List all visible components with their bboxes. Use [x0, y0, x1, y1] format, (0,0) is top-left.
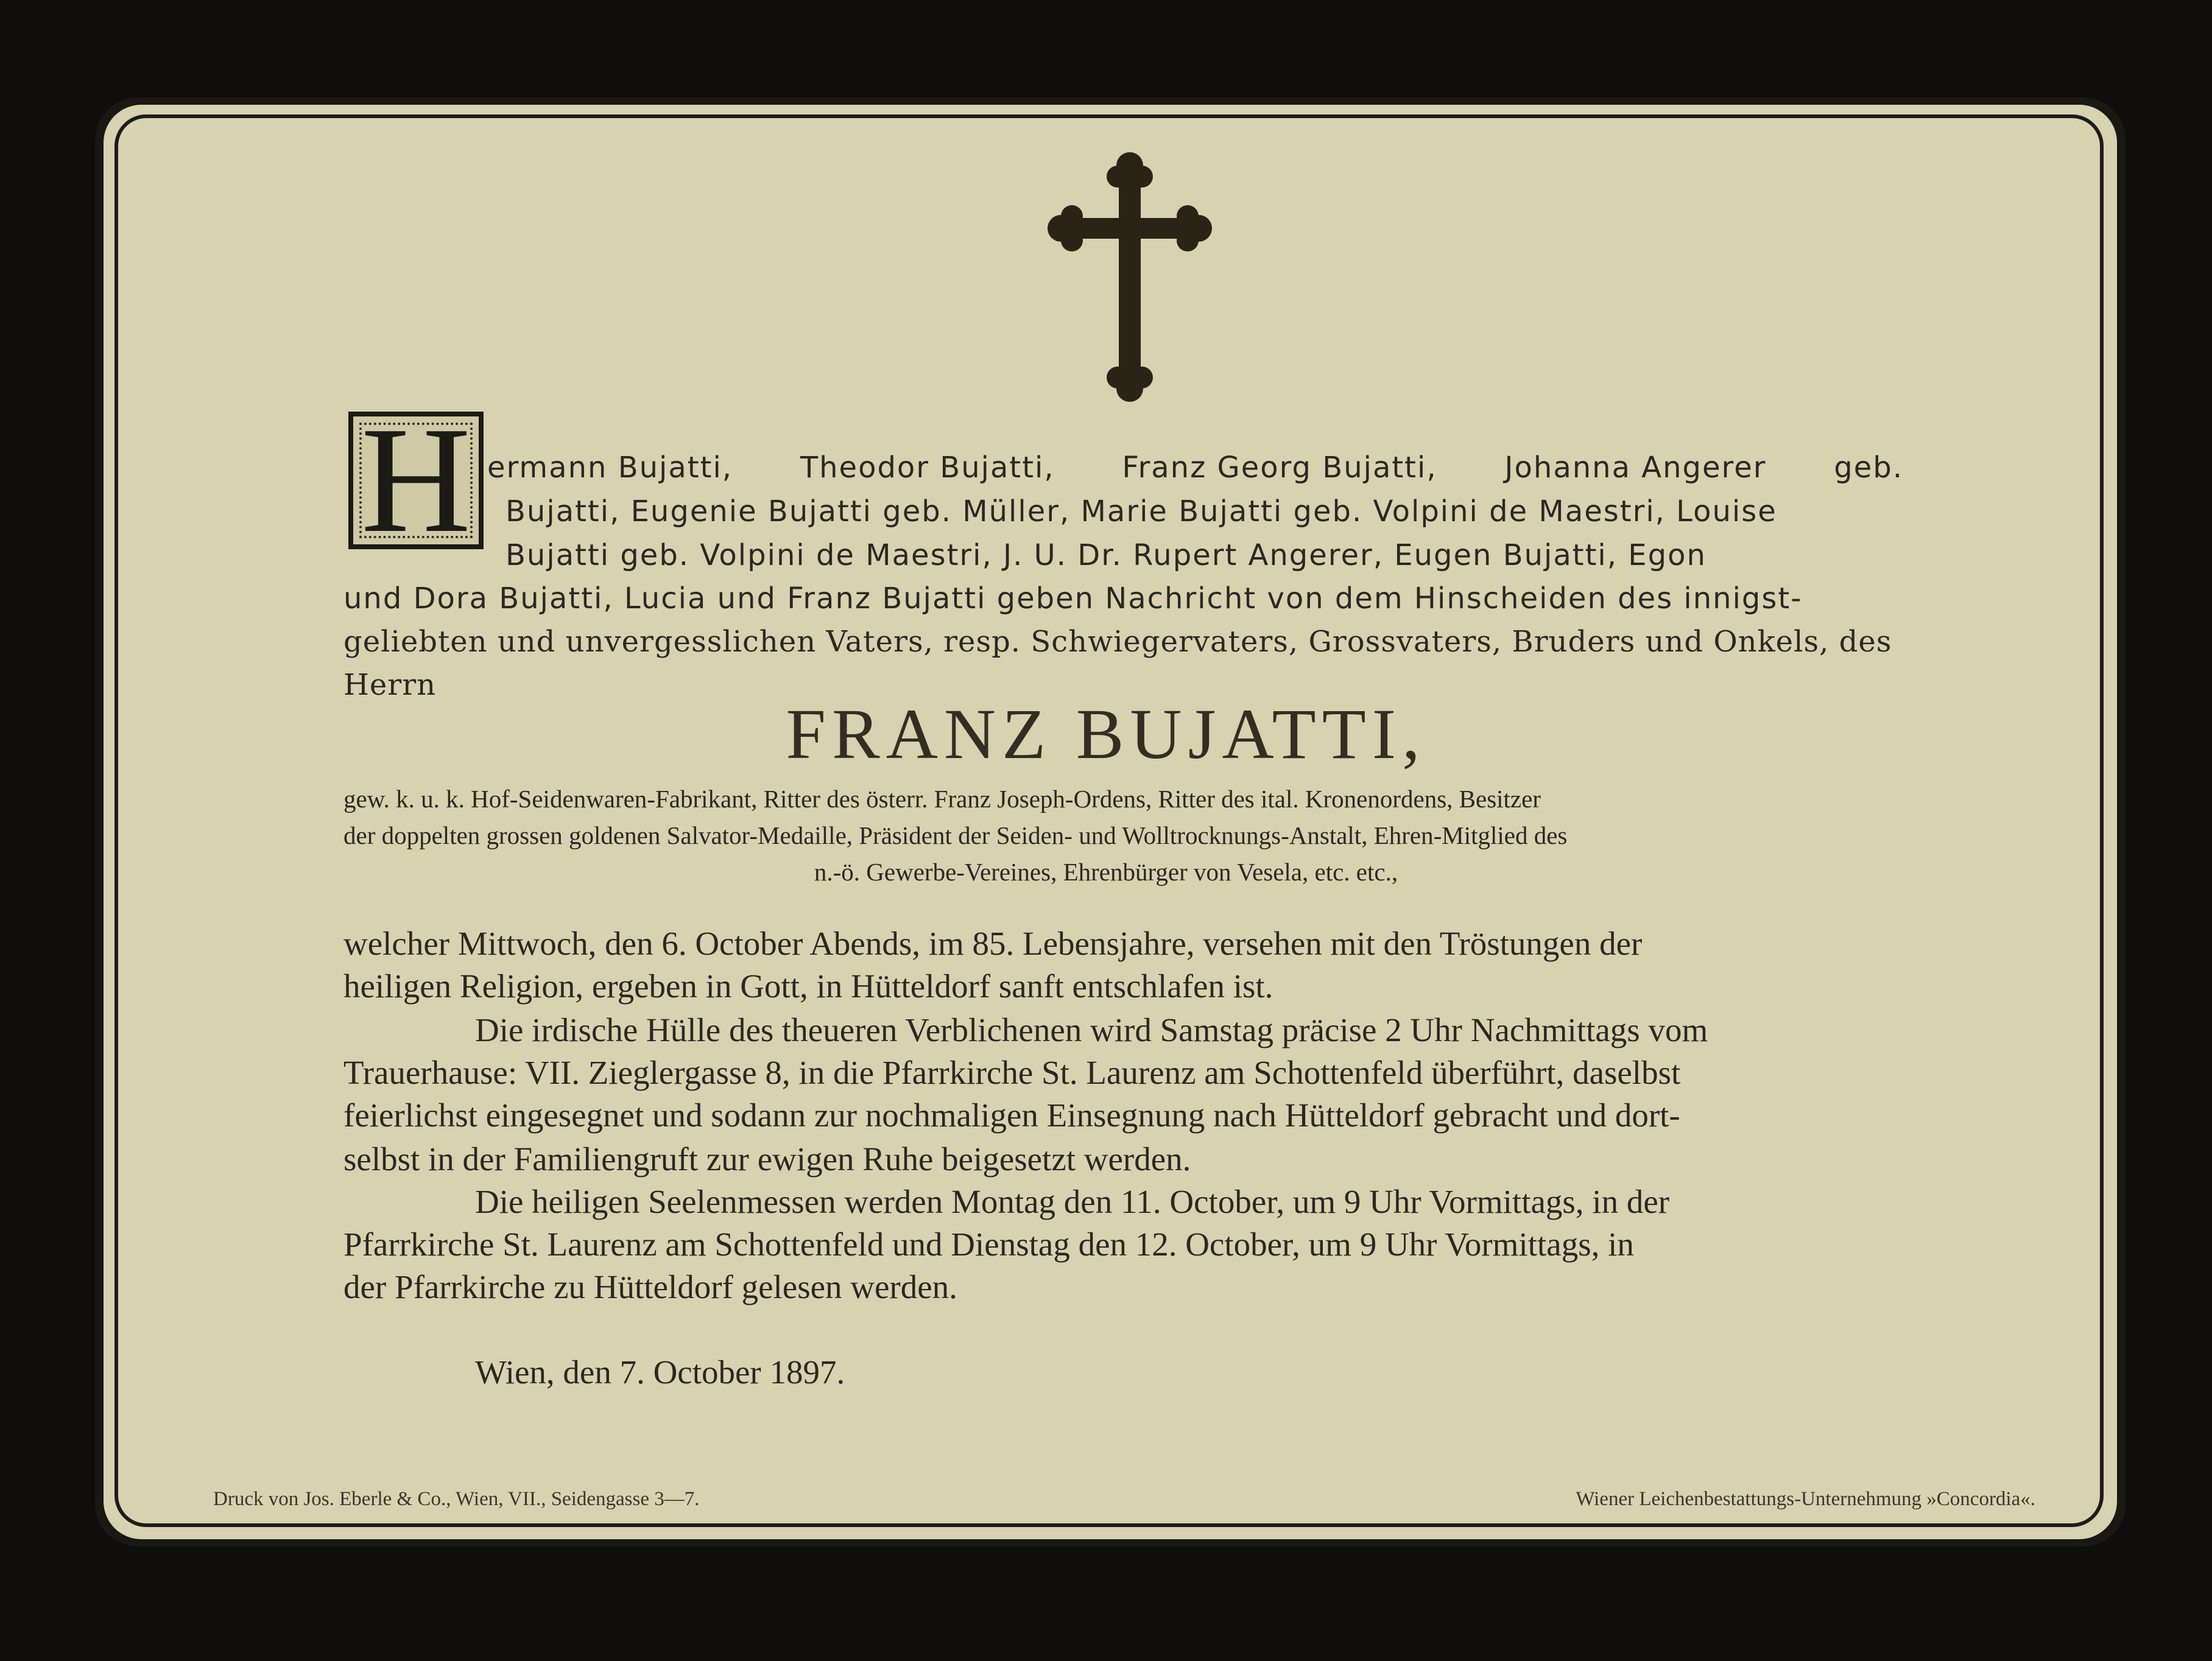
body-line-6: selbst in der Familiengruft zur ewigen Ruhe beigesetzt werden.: [343, 1140, 1191, 1178]
body-line-3: Die irdische Hülle des theueren Verblichenen wird Samstag präcise 2 Uhr Nachmittags vom: [475, 1011, 1708, 1048]
undertaker-credit: Wiener Leichenbestattungs-Unternehmung »Concordia«.: [1576, 1488, 2035, 1510]
intro-line-1: [487, 451, 1903, 485]
cross-icon: [1048, 152, 1212, 402]
printer-credit: Druck von Jos. Eberle & Co., Wien, VII., Seidengasse 3—7.: [213, 1488, 700, 1510]
decorated-initial: [348, 412, 484, 549]
body-line-1: welcher Mittwoch, den 6. October Abends, im 85. Lebensjahre, versehen mit den Tröstungen der: [343, 925, 1643, 962]
intro-word: Theodor Bujatti,: [800, 451, 1055, 485]
intro-word: ermann Bujatti,: [487, 451, 733, 485]
body-line-4: Trauerhause: VII. Zieglergasse 8, in die Pfarrkirche St. Laurenz am Schottenfeld überführt, daselbst: [343, 1054, 1681, 1091]
titles-line-3: n.-ö. Gewerbe-Vereines, Ehrenbürger von Vesela, etc. etc.,: [814, 858, 1398, 886]
initial-letter: H: [361, 412, 471, 549]
intro-line-4: und Dora Bujatti, Lucia und Franz Bujatti geben Nachricht von dem Hinscheiden des innigst-: [343, 581, 1803, 616]
intro-line-6: Herrn: [343, 668, 437, 702]
body-line-5: feierlichst eingesegnet und sodann zur nochmaligen Einsegnung nach Hütteldorf gebracht und dort-: [343, 1097, 1680, 1134]
body-line-7: Die heiligen Seelenmessen werden Montag den 11. October, um 9 Uhr Vormittags, in der: [475, 1183, 1670, 1220]
intro-line-2: Bujatti, Eugenie Bujatti geb. Müller, Marie Bujatti geb. Volpini de Maestri, Louise: [505, 494, 1777, 528]
titles-line-2: der doppelten grossen goldenen Salvator-Medaille, Präsident der Seiden- und Wolltrocknungs-Anstalt, Ehren-Mitglied des: [343, 821, 1568, 849]
titles-line-1: gew. k. u. k. Hof-Seidenwaren-Fabrikant, Ritter des österr. Franz Joseph-Ordens, Ritter des ital. Kronenordens, Besitzer: [343, 785, 1541, 813]
body-line-8: Pfarrkirche St. Laurenz am Schottenfeld und Dienstag den 12. October, um 9 Uhr Vormittags, in: [343, 1226, 1634, 1263]
intro-word: Franz Georg Bujatti,: [1122, 451, 1437, 485]
intro-line-3: Bujatti geb. Volpini de Maestri, J. U. Dr. Rupert Angerer, Eugen Bujatti, Egon: [505, 538, 1707, 572]
place-and-date: Wien, den 7. October 1897.: [475, 1354, 845, 1391]
intro-word: Johanna Angerer: [1504, 451, 1767, 485]
deceased-name: FRANZ BUJATTI,: [786, 694, 1426, 774]
intro-word: geb.: [1834, 451, 1903, 485]
body-line-2: heiligen Religion, ergeben in Gott, in Hütteldorf sanft entschlafen ist.: [343, 967, 1273, 1005]
body-line-9: der Pfarrkirche zu Hütteldorf gelesen werden.: [343, 1268, 957, 1305]
intro-line-5: geliebten und unvergesslichen Vaters, resp. Schwiegervaters, Grossvaters, Bruders und Onkels, des: [343, 625, 1892, 659]
